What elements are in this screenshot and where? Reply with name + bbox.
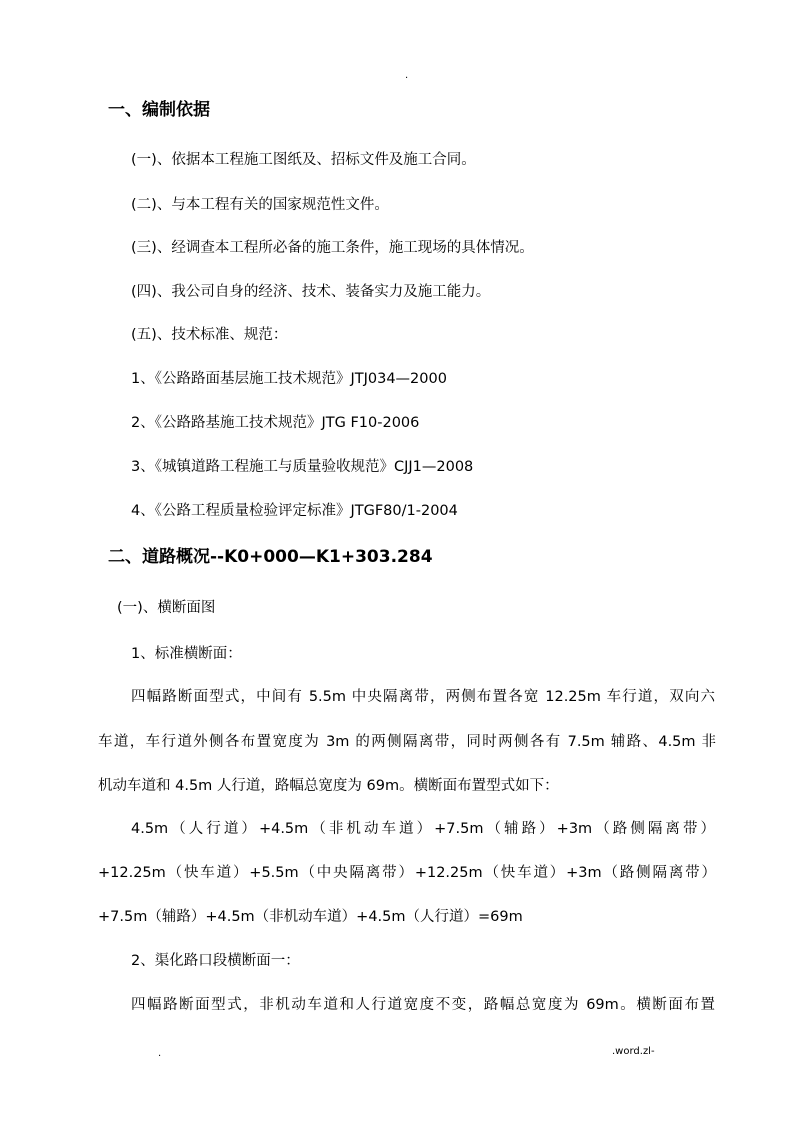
standard-item: 2、《公路路基施工技术规范》JTG F10-2006 bbox=[131, 415, 420, 431]
basis-item: (三)、经调查本工程所必备的施工条件，施工现场的具体情况。 bbox=[131, 240, 534, 256]
standard-item: 3、《城镇道路工程施工与质量验收规范》CJJ1—2008 bbox=[131, 459, 474, 475]
header-mark: . bbox=[405, 70, 409, 81]
basis-item: (四)、我公司自身的经济、技术、装备实力及施工能力。 bbox=[131, 284, 491, 300]
paragraph-line: 四幅路断面型式，非机动车道和人行道宽度不变，路幅总宽度为 69m。横断面布置 bbox=[131, 997, 715, 1013]
subsection-title: (一)、横断面图 bbox=[117, 600, 216, 616]
subsection-item: 2、渠化路口段横断面一： bbox=[131, 953, 300, 969]
subsection-item: 1、标准横断面： bbox=[131, 646, 242, 662]
paragraph-line: 四幅路断面型式，中间有 5.5m 中央隔离带，两侧布置各宽 12.25m 车行道，双向六 bbox=[131, 689, 715, 705]
footer-mark: . bbox=[158, 1048, 162, 1059]
basis-item: (二)、与本工程有关的国家规范性文件。 bbox=[131, 197, 389, 213]
paragraph-line: 机动车道和 4.5m 人行道，路幅总宽度为 69m。横断面布置型式如下： bbox=[98, 778, 559, 794]
standard-item: 1、《公路路面基层施工技术规范》JTJ034—2000 bbox=[131, 371, 447, 387]
formula-line: 4.5m（人行道）+4.5m（非机动车道）+7.5m（辅路）+3m（路侧隔离带） bbox=[131, 821, 715, 837]
section-heading-road-overview: 二、道路概况--K0+000—K1+303.284 bbox=[108, 547, 433, 567]
basis-item: (五)、技术标准、规范： bbox=[131, 327, 288, 343]
formula-line: +12.25m（快车道）+5.5m（中央隔离带）+12.25m（快车道）+3m（路侧隔离带） bbox=[98, 865, 716, 881]
standard-item: 4、《公路工程质量检验评定标准》JTGF80/1-2004 bbox=[131, 503, 458, 519]
section-heading-basis: 一、编制依据 bbox=[108, 100, 210, 120]
formula-line: +7.5m（辅路）+4.5m（非机动车道）+4.5m（人行道）=69m bbox=[98, 909, 523, 925]
basis-item: (一)、依据本工程施工图纸及、招标文件及施工合同。 bbox=[131, 152, 476, 168]
paragraph-line: 车道，车行道外侧各布置宽度为 3m 的两侧隔离带，同时两侧各有 7.5m 辅路、4.5m 非 bbox=[98, 734, 716, 750]
footer-text: .word.zl- bbox=[612, 1046, 655, 1057]
